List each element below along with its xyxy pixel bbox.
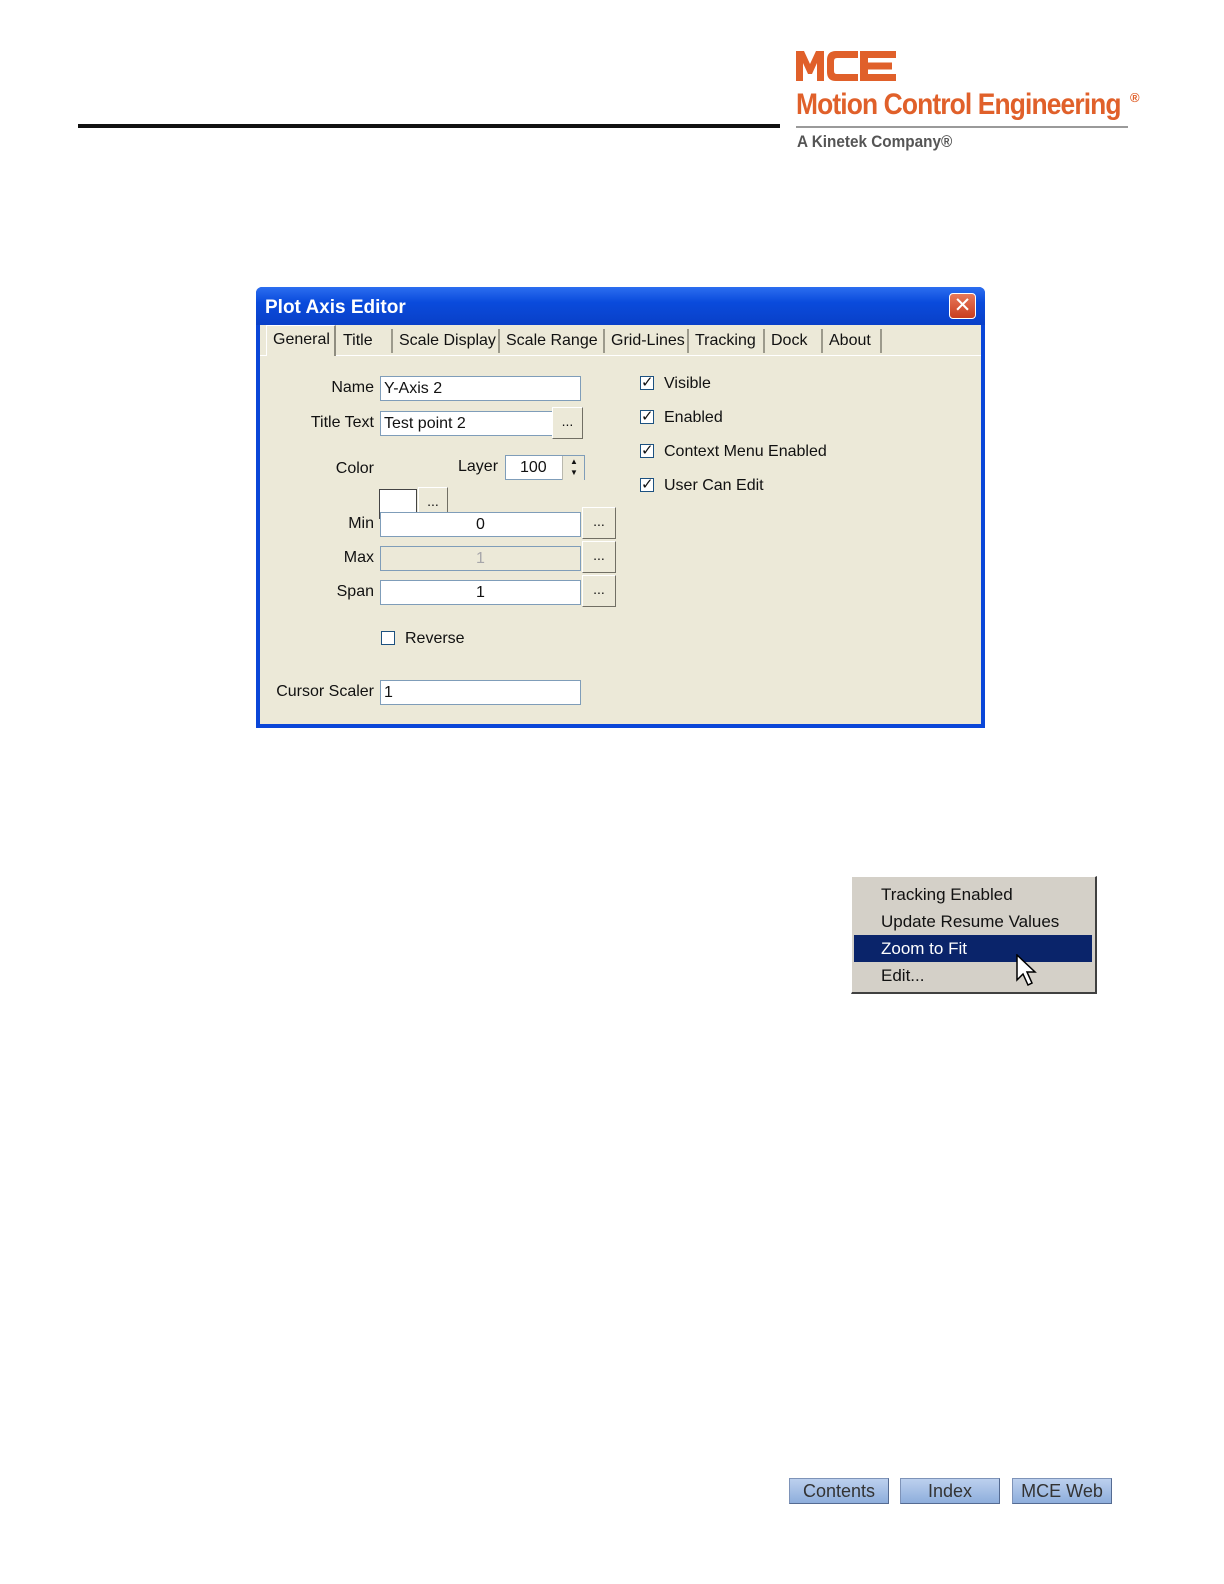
cursor-scaler-field[interactable]: 1 <box>380 680 581 705</box>
close-icon: ✕ <box>953 294 972 317</box>
context-menu-enabled-checkbox[interactable] <box>640 444 654 458</box>
dialog-titlebar[interactable] <box>256 287 985 325</box>
max-label: Max <box>343 549 374 566</box>
span-browse-button[interactable]: ... <box>582 575 616 607</box>
enabled-checkbox[interactable] <box>640 410 654 424</box>
title-text-field[interactable]: Test point 2 <box>380 411 553 436</box>
reverse-label[interactable]: Reverse <box>405 630 465 647</box>
layer-label: Layer <box>458 458 499 475</box>
layer-spinner[interactable] <box>562 456 584 480</box>
name-label: Name <box>331 379 374 396</box>
color-browse-button[interactable]: ... <box>418 487 448 519</box>
user-can-edit-label[interactable]: User Can Edit <box>664 477 764 494</box>
spin-down-icon[interactable]: ▼ <box>570 468 578 477</box>
tab-title[interactable]: Title <box>337 329 393 353</box>
min-label: Min <box>348 515 374 532</box>
color-label: Color <box>335 460 374 477</box>
tab-scale-display[interactable]: Scale Display <box>393 329 500 353</box>
mce-logo <box>796 50 1156 160</box>
spin-up-icon[interactable]: ▲ <box>570 457 578 466</box>
tagline: A Kinetek Company® <box>797 132 953 151</box>
contents-button[interactable]: Contents <box>789 1478 889 1504</box>
dialog-title: Plot Axis Editor <box>265 297 406 318</box>
context-menu <box>851 876 1097 994</box>
span-label: Span <box>336 583 374 600</box>
visible-label[interactable]: Visible <box>664 375 711 392</box>
tab-about[interactable]: About <box>823 329 882 353</box>
brand-rule <box>796 126 1128 128</box>
title-text-label: Title Text <box>310 414 374 431</box>
brand-name: Motion Control Engineering <box>796 88 1121 121</box>
registered-mark: ® <box>1130 90 1140 105</box>
tab-dock[interactable]: Dock <box>765 329 823 353</box>
index-button[interactable]: Index <box>900 1478 1000 1504</box>
tab-bar <box>260 325 981 356</box>
mce-logo-mark <box>796 50 898 82</box>
visible-checkbox[interactable] <box>640 376 654 390</box>
enabled-label[interactable]: Enabled <box>664 409 723 426</box>
tab-scale-range[interactable]: Scale Range <box>500 329 605 353</box>
menu-item-tracking-enabled[interactable]: Tracking Enabled <box>881 885 1013 904</box>
mouse-pointer-icon <box>1016 954 1038 988</box>
name-field[interactable]: Y-Axis 2 <box>380 376 581 401</box>
tab-grid-lines[interactable]: Grid-Lines <box>605 329 689 353</box>
user-can-edit-checkbox[interactable] <box>640 478 654 492</box>
header-rule <box>78 124 780 128</box>
menu-item-update-resume-values[interactable]: Update Resume Values <box>881 912 1060 931</box>
plot-axis-editor-dialog <box>256 287 985 728</box>
min-browse-button[interactable]: ... <box>582 507 616 539</box>
tab-general[interactable]: General <box>266 325 336 356</box>
min-field[interactable]: 0 <box>380 512 581 537</box>
menu-item-zoom-to-fit[interactable]: Zoom to Fit <box>854 935 1092 962</box>
dialog-client <box>260 325 981 724</box>
reverse-checkbox[interactable] <box>381 631 395 645</box>
span-field[interactable]: 1 <box>380 580 581 605</box>
max-browse-button[interactable]: ... <box>582 541 616 573</box>
mce-web-button[interactable]: MCE Web <box>1012 1478 1112 1504</box>
context-menu-enabled-label[interactable]: Context Menu Enabled <box>664 443 827 460</box>
max-field: 1 <box>380 546 581 571</box>
menu-item-edit[interactable]: Edit... <box>881 966 925 985</box>
layer-field[interactable]: 100 <box>505 455 585 480</box>
cursor-scaler-label: Cursor Scaler <box>276 683 374 700</box>
title-text-browse-button[interactable]: ... <box>552 407 583 439</box>
close-button[interactable] <box>949 293 976 319</box>
tab-tracking[interactable]: Tracking <box>689 329 765 353</box>
